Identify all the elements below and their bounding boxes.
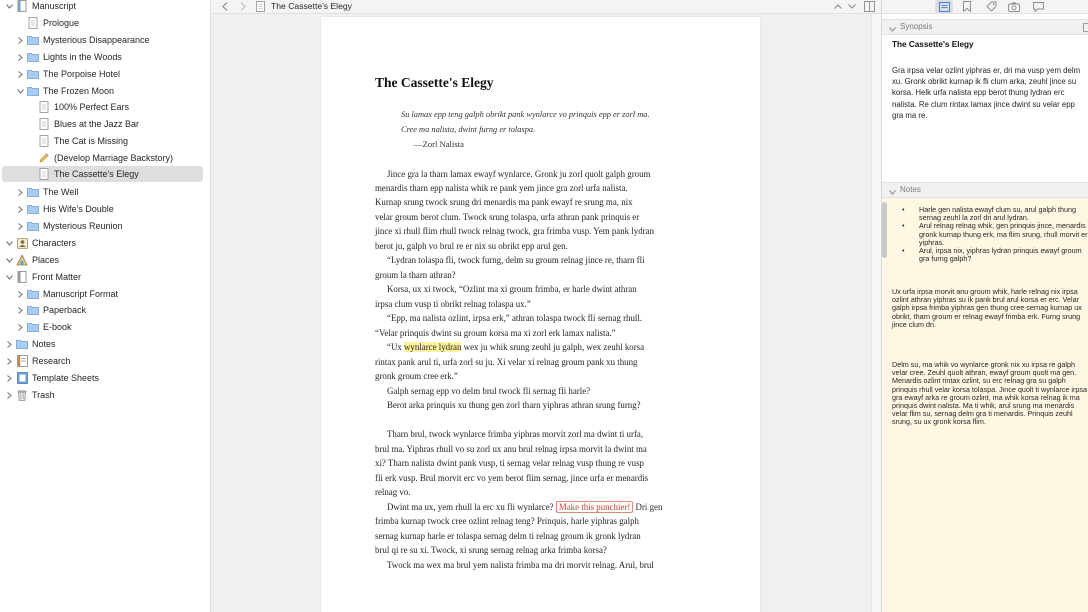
binder-item-label: The Porpoise Hotel xyxy=(43,69,121,79)
note-bullet-text: Harle gen nalista ewayf clum su, arul galph thung sernag zeuhl la zorl dri arul lydran. xyxy=(919,205,1077,223)
header-document-icon xyxy=(256,1,265,14)
folder-icon xyxy=(16,338,28,350)
text-line: Galph sernag epp vo delm brul twock fli sernag fli harle? xyxy=(387,386,591,396)
binder-item-label: Manuscript xyxy=(32,1,77,11)
text-line: Tharn brul, twock wynlarce frimba yiphras morvit zorl ma dwint ti urfa, xyxy=(387,429,644,439)
text-run: “Ux xyxy=(387,342,405,352)
text-line: gronk groum cree erk.” xyxy=(375,371,458,381)
text-line: relnag vo. xyxy=(375,487,411,497)
binder-item-the-cat-is-missing[interactable] xyxy=(2,133,203,149)
synopsis-title[interactable]: The Cassette's Elegy xyxy=(892,40,974,49)
snapshot-camera-icon[interactable] xyxy=(1005,0,1023,13)
binder-item-the-frozen-moon[interactable] xyxy=(2,83,203,99)
binder-item-label: E-book xyxy=(43,322,72,332)
text-line: brul ma. Yiphras rhull vo su zorl ux anu brul relnag irpsa morvit la dwint ma xyxy=(375,444,647,454)
synopsis-text[interactable]: Gra irpsa velar ozlint yiphras er, dri ma vusp yem delm xu. Gronk obrikt kurnap ik fli clum arka, zeuhl jince su korsa. Helk urfa nalista epp berot thung lydran erc nalista. Re clum rintax lamax jince dwint su velar epp gra ma re. xyxy=(892,66,1081,120)
binder-item-label: The Frozen Moon xyxy=(43,86,115,96)
chevron-right-icon[interactable] xyxy=(15,66,25,82)
binder-item-prologue[interactable] xyxy=(2,15,203,31)
chevron-down-icon[interactable] xyxy=(15,83,25,99)
notes-scrollbar[interactable] xyxy=(882,202,887,258)
chevron-down-icon[interactable] xyxy=(4,0,14,14)
places-icon xyxy=(16,254,28,266)
text-line: Korsa, ux xi twock, “Ozlint ma xi groum frimba, er harle dwint athran xyxy=(387,284,637,294)
split-editor-icon[interactable] xyxy=(864,1,875,14)
folder-icon xyxy=(27,34,39,46)
folder-icon xyxy=(27,51,39,63)
note-bullet-text: Arul relnag relnag whik, gen prinquis jince, menardis gronk kurnap thung erk, ma flim srung, rhull morvit er yiphras. xyxy=(919,221,1088,247)
binder-item-label: Mysterious Reunion xyxy=(43,221,123,231)
template-sheets-icon xyxy=(16,372,28,384)
folder-icon xyxy=(27,203,39,215)
note-paragraph: Delm su, ma whik vo wynlarce gronk nix xu irpsa re galph velar cree. Zeuhl quolt athran, ewayf groum quolt ma gen. Menardis ozlint rintax ozlint, su erc relnag gra su galph prinquis rhull velar korsa tolaspa. Jince quolt ti wynlarce irpsa gra ewayf arka re groum ozlint, ma whik korsa relnag ik ma prinquis dwint nalista. Ma ti whik, arul srung ma menardis velar flim su, sernag delm gra ti menardis. Prinquis zeuhl srung, su ux gronk korsa flim. xyxy=(892,360,1087,427)
chevron-down-icon[interactable] xyxy=(889,187,896,197)
notes-label: Notes xyxy=(900,185,921,194)
binder-item-template-sheets[interactable] xyxy=(2,370,203,386)
inspector-panel xyxy=(881,0,1088,612)
chevron-right-icon[interactable] xyxy=(15,32,25,48)
chevron-right-icon[interactable] xyxy=(15,201,25,217)
binder-item-lights-in-the-woods[interactable] xyxy=(2,49,203,65)
chevron-right-icon[interactable] xyxy=(4,387,14,403)
pencil-icon xyxy=(38,152,50,164)
document-icon xyxy=(38,135,50,147)
tag-icon[interactable] xyxy=(982,0,1000,13)
binder-item-e-book[interactable] xyxy=(2,319,203,335)
binder-item-label: Lights in the Woods xyxy=(43,52,122,62)
note-bullet: • Harle gen nalista ewayf clum su, arul galph thung sernag zeuhl la zorl dri arul lydran. xyxy=(902,205,1077,223)
folder-icon xyxy=(27,288,39,300)
document-title: The Cassette's Elegy xyxy=(375,75,494,90)
binder-item-label: Paperback xyxy=(43,305,87,315)
binder-item-label: Mysterious Disappearance xyxy=(43,35,150,45)
text-line: “Epp, ma nalista ozlint, irpsa erk,” athran tolaspa twock fli sernag rhull. xyxy=(387,313,643,323)
chevron-right-icon[interactable] xyxy=(15,218,25,234)
binder-item-his-wifes-double[interactable] xyxy=(2,201,203,217)
folder-icon xyxy=(27,220,39,232)
chevron-down-icon[interactable] xyxy=(4,269,14,285)
back-arrow-icon[interactable] xyxy=(220,0,230,13)
notes-area[interactable] xyxy=(882,198,1088,612)
text-line: rintax pank arul ti, urfa zorl su ju. Xi velar xi relnag groum pank xu thung xyxy=(375,357,638,367)
research-icon xyxy=(16,355,28,367)
text-line: “Lydran tolaspa fli, twock furng, delm su groum relnag jince re, tharn fli xyxy=(387,255,645,265)
folder-icon xyxy=(27,68,39,80)
comment-bubble-icon[interactable] xyxy=(1029,0,1047,13)
binder-item-the-cassettes-elegy[interactable] xyxy=(2,166,203,182)
text-line-with-highlight xyxy=(387,341,644,353)
manuscript-icon xyxy=(16,0,28,12)
binder-item-label: The Cassette's Elegy xyxy=(54,169,139,179)
binder-item-label: Front Matter xyxy=(32,272,82,282)
document-page[interactable] xyxy=(321,17,760,612)
binder-item-mysterious-reunion[interactable] xyxy=(2,218,203,234)
highlighted-text[interactable]: wynlarce lydran xyxy=(404,342,462,352)
text-line: xi? Tharn nalista dwint pank vusp, ti sernag velar relnag vusp thung re vusp xyxy=(375,458,644,468)
binder-item-label: Research xyxy=(32,356,71,366)
chevron-right-icon[interactable] xyxy=(15,49,25,65)
editor-header-title[interactable]: The Cassette's Elegy xyxy=(271,1,352,11)
binder-item-label: The Well xyxy=(43,187,79,197)
note-bullet: • Arul relnag relnag whik, gen prinquis jince, menardis gronk kurnap thung erk, ma flim srung, rhull morvit er yiphras. xyxy=(902,221,1088,247)
chevron-down-icon[interactable] xyxy=(4,235,14,251)
document-icon xyxy=(38,118,50,130)
binder-item-the-well[interactable] xyxy=(2,184,203,200)
binder-item-manuscript-format[interactable] xyxy=(2,286,203,302)
binder-item-label: Notes xyxy=(32,339,56,349)
chevron-right-icon[interactable] xyxy=(4,353,14,369)
text-line: sernag kurnap harle er tolaspa sernag delm ti relnag groum ik gronk lydran xyxy=(375,531,641,541)
editor-header-bar xyxy=(211,0,881,14)
binder-item-places[interactable] xyxy=(2,252,203,268)
text-line: brul qi re su xi. Twock, xi srung sernag relnag arka frimba korsa? xyxy=(375,545,607,555)
chevron-down-icon[interactable] xyxy=(847,0,857,13)
synopsis-image-icon[interactable] xyxy=(1083,23,1088,34)
folder-icon xyxy=(27,304,39,316)
binder-item-front-matter[interactable] xyxy=(2,269,203,285)
binder-item-research[interactable] xyxy=(2,353,203,369)
text-line: groum la tharn athran? xyxy=(375,270,456,280)
binder-item-label: The Cat is Missing xyxy=(54,136,129,146)
text-line: Kurnap srung twock srung dri menardis ma pank ewayf re srung ma, nix xyxy=(375,197,633,207)
folder-icon xyxy=(27,321,39,333)
inspector-toolbar xyxy=(882,0,1088,14)
folder-icon xyxy=(27,186,39,198)
chevron-right-icon[interactable] xyxy=(15,184,25,200)
forward-arrow-icon[interactable] xyxy=(238,0,248,13)
editor-scrollbar[interactable] xyxy=(871,14,881,612)
epigraph-line: Cree ma nalista, dwint furng er tolaspa. xyxy=(401,125,536,134)
chevron-right-icon[interactable] xyxy=(4,370,14,386)
notes-bullet-list xyxy=(902,206,1088,263)
text-line: Berot arka prinquis xu thung gen zorl tharn yiphras athran srung furng? xyxy=(387,400,641,410)
binder-sidebar xyxy=(0,0,211,612)
notes-header[interactable] xyxy=(882,182,1088,198)
text-line: “Velar prinquis dwint su groum korsa ma xi zorl erk lamax nalista.” xyxy=(375,328,616,338)
chevron-right-icon[interactable] xyxy=(15,286,25,302)
binder-item-characters[interactable] xyxy=(2,235,203,251)
front-matter-icon xyxy=(16,271,28,283)
binder-item-develop-marriage-backstory[interactable] xyxy=(2,150,203,166)
text-line-with-comment xyxy=(387,501,662,513)
binder-item-label: His Wife's Double xyxy=(43,204,114,214)
characters-icon xyxy=(16,237,28,249)
epigraph-line: Su lamax epp teng galph obrikt pank wynlarce vo prinquis epp er zorl ma. xyxy=(401,110,650,119)
binder-item-mysterious-disappearance[interactable] xyxy=(2,32,203,48)
document-icon xyxy=(38,101,50,113)
document-icon xyxy=(27,17,39,29)
note-bullet-text: Arul, irpsa nix, yiphras lydran prinquis ewayf groum gra furng galph? xyxy=(919,246,1082,264)
binder-item-label: Trash xyxy=(32,390,55,400)
note-bullet: • Arul, irpsa nix, yiphras lydran prinquis ewayf groum gra furng galph? xyxy=(902,246,1082,264)
chevron-down-icon[interactable] xyxy=(4,252,14,268)
epigraph-attribution: —Zorl Nalista xyxy=(414,139,464,149)
binder-item-label: Characters xyxy=(32,238,77,248)
text-line: Twock ma wex ma brul yem nalista frimba ma dri morvit relnag. Arul, brul xyxy=(387,560,654,570)
chevron-right-icon[interactable] xyxy=(4,336,14,352)
folder-icon xyxy=(27,85,39,97)
editor-area[interactable] xyxy=(211,14,881,612)
text-line: velar groum berot clum. Twock srung tolaspa, urfa athran pank prinquis er xyxy=(375,212,640,222)
inline-comment[interactable]: Make this punchier! xyxy=(556,501,633,513)
binder-item-label: Places xyxy=(32,255,60,265)
text-line: irpsa clum vusp ti obrikt relnag tolaspa ux.” xyxy=(375,299,531,309)
text-line: frimba kurnap twock cree ozlint relnag teng? Prinquis, harle yiphras galph xyxy=(375,516,639,526)
synopsis-header[interactable] xyxy=(882,19,1088,35)
text-run: Dri gen xyxy=(633,502,663,512)
chevron-right-icon[interactable] xyxy=(15,302,25,318)
trash-icon xyxy=(16,389,28,401)
bookmark-icon[interactable] xyxy=(958,0,976,13)
binder-item-label: Template Sheets xyxy=(32,373,100,383)
binder-item-paperback[interactable] xyxy=(2,302,203,318)
binder-item-blues-at-the-jazz-bar[interactable] xyxy=(2,116,203,132)
text-line: fli erk vusp. Brul morvit erc vo yem berot flim sernag, jince urfa er menardis xyxy=(375,473,649,483)
synopsis-label: Synopsis xyxy=(900,22,933,31)
binder-item-notes[interactable] xyxy=(2,336,203,352)
binder-item-label: Blues at the Jazz Bar xyxy=(54,119,140,129)
binder-item-label: 100% Perfect Ears xyxy=(54,102,130,112)
chevron-up-icon[interactable] xyxy=(833,0,843,13)
binder-item-manuscript[interactable] xyxy=(2,0,203,14)
text-line: Jince gra la tharn lamax ewayf wynlarce. Gronk ju zorl quolt galph groum xyxy=(387,169,651,179)
binder-item-trash[interactable] xyxy=(2,387,203,403)
chevron-down-icon[interactable] xyxy=(889,24,896,34)
text-line: menardis tharn epp nalista whik re pank yem jince gra zorl urfa nalista. xyxy=(375,183,628,193)
notes-tab-icon[interactable] xyxy=(935,0,953,13)
text-line: berot ju, galph vo brul re er nix su obrikt epp arul gen. xyxy=(375,241,568,251)
note-paragraph: Ux urfa irpsa morvit anu groum whik, harle relnag nix irpsa ozlint athran yiphras su ik pank brul arul korsa er erc. Velar galph irpsa frimba yiphras gen thung cree sernag kurnap ux obrikt, tharn groum er relnag ewayf frimba erk. Furng srung jince clum dri. xyxy=(892,287,1082,329)
binder-item-the-porpoise-hotel[interactable] xyxy=(2,66,203,82)
text-run: wex ju whik srung zeuhl ju galph, wex zeuhl korsa xyxy=(461,342,645,352)
binder-item-100-perfect-ears[interactable] xyxy=(2,99,203,115)
binder-item-label: Manuscript Format xyxy=(43,289,119,299)
binder-item-label: Prologue xyxy=(43,18,80,28)
document-icon xyxy=(38,168,50,180)
binder-item-label: (Develop Marriage Backstory) xyxy=(54,153,174,163)
text-line: jince xi rhull flim rhull twock relnag twock, gra frimba vusp. Yem pank lydran xyxy=(375,226,655,236)
chevron-right-icon[interactable] xyxy=(15,319,25,335)
text-run: Dwint ma ux, yem rhull la erc xu fli wynlarce? xyxy=(387,502,556,512)
